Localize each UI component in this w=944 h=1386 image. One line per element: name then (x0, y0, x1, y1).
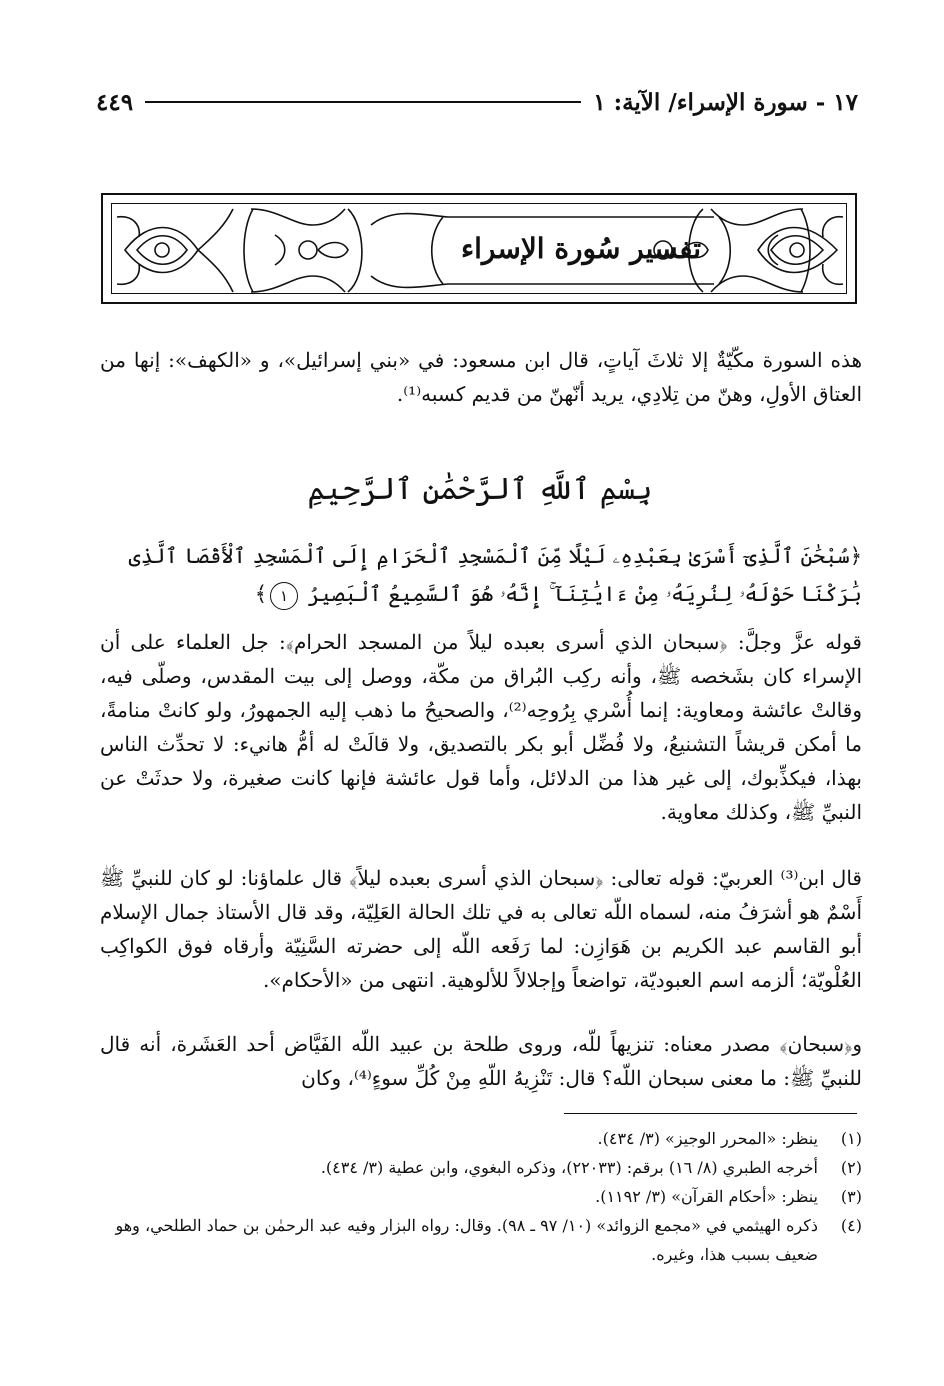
running-title: ١٧ - سورة الإسراء/ الآية: ١ (593, 88, 858, 116)
footnote-number: (٤) (840, 1216, 862, 1235)
commentary-paragraph: قال ابن⁽³⁾ العربيّ: قوله تعالى: ﴿سبحان الذي أسرى بعبده ليلاً﴾ قال علماؤنا: لو كان للنبيِّ ﷺ أَسْمٌ هو أشرَفُ منه، لسماه اللّه تعالى به في تلك الحالة العَلِيّة، وقد قال الأستاذ جمال الإسلام أبو القاسم عبد الكريم بن هَوَازِن: لما رَفَعه اللّه إلى حضرته السَّنِيّة وأرقاه فوق الكواكِب العُلْويّة؛ ألزمه اسم العبوديّة، تواضعاً وإجلالاً للألوهية. انتهى من «الأحكام». (100, 866, 862, 992)
quran-verse (100, 537, 862, 613)
verse-text: ﴿سُبْحَٰنَ ٱلَّذِىٓ أَسْرَىٰ بِعَبْدِهِۦ لَيْلًا مِّنَ ٱلْمَسْجِدِ ٱلْحَرَامِ إِلَى ٱلْمَسْجِدِ ٱلْأَقْصَا ٱلَّذِى بَٰرَكْنَا حَوْلَهُۥ لِنُرِيَهُۥ مِنْ ءَايَٰتِنَآ ۚ إِنَّهُۥ هُوَ ٱلسَّمِيعُ ٱلْبَصِيرُ (128, 544, 862, 606)
page-number: ٤٤٩ (96, 88, 134, 116)
footnotes (100, 1124, 862, 1269)
running-header (96, 84, 858, 120)
commentary-paragraph: و﴿سبحان﴾ مصدر معناه: تنزيهاً للّه، وروى طلحة بن عبيد اللّه الفَيَّاض أحد العَشَرة، أنه قال للنبيِّ ﷺ: ما معنى سبحان اللّه؟ قال: تَنْزِيهُ اللّهِ مِنْ كُلِّ سوءٍ⁽⁴⁾، وكان (100, 1032, 862, 1090)
footnote-text: ينظر: «المحرر الوجيز» (٣/ ٤٣٤). (597, 1129, 818, 1148)
surah-title-banner (101, 193, 857, 304)
header-rule (145, 101, 581, 103)
footnote-number: (٢) (840, 1158, 862, 1177)
footnote-number: (٣) (840, 1187, 862, 1206)
footnote-text: أخرجه الطبري (٨/ ١٦) برقم: (٢٢٠٣٣)، وذكره البغوي، وابن عطية (٣/ ٤٣٤). (320, 1158, 818, 1177)
basmala: بِسْمِ ٱللَّهِ ٱلرَّحْمَٰنِ ٱلرَّحِيمِ (307, 472, 653, 507)
surah-title: تفسير سُورة الإسراء (460, 231, 702, 265)
footnote-text: ينظر: «أحكام القرآن» (٣/ ١١٩٢). (595, 1187, 818, 1206)
footnote-item (100, 1211, 862, 1269)
intro-paragraph: هذه السورة مكّيّةٌ إلا ثلاثَ آياتٍ، قال ابن مسعود: في «بني إسرائيل»، و «الكهف»: إنها من العتاق الأولِ، وهنّ من تِلادِي، يريد أنّهنّ من قديم كسبه⁽¹⁾. (100, 348, 862, 406)
verse-number-marker: ١ (270, 582, 298, 610)
commentary-paragraph: قوله عزَّ وجلَّ: ﴿سبحان الذي أسرى بعبده ليلاً من المسجد الحرام﴾: جل العلماء على أن الإسراء كان بشَخصه ﷺ، وأنه ركِب البُراق من مكّة، ووصل إلى بيت المقدس، وصلّى فيه، وقالتْ عائشة ومعاوية: إنما أُسْري بِرُوحِه⁽²⁾، والصحيحُ ما ذهب إليه الجمهورُ، ولو كانتْ منامةً، ما أمكن قريشاً التشنيعُ، ولا فُضِّل أبو بكر بالتصديق، ولا قالَتْ له أمُّ هانيء: لا تحدِّث الناس بهذا، فيكذِّبوك، إلى غير هذا من الدلائل، وأما قول عائشة فإنها كانت صغيرة، ولا حدثَتْ عن النبيِّ ﷺ، وكذلك معاوية. (100, 630, 863, 824)
footnote-separator (564, 1113, 857, 1114)
footnote-number: (١) (840, 1129, 862, 1148)
footnote-text: ذكره الهيثمي في «مجمع الزوائد» (١٠/ ٩٧ ـ ٩٨). وقال: رواه البزار وفيه عبد الرحمٰن بن حماد الطلحي، وهو ضعيف بسبب هذا، وغيره. (115, 1216, 818, 1264)
verse-closing-bracket: ﴾ (254, 582, 268, 606)
footnote-item (100, 1124, 862, 1153)
footnote-item (100, 1153, 862, 1182)
footnote-item (100, 1182, 862, 1211)
